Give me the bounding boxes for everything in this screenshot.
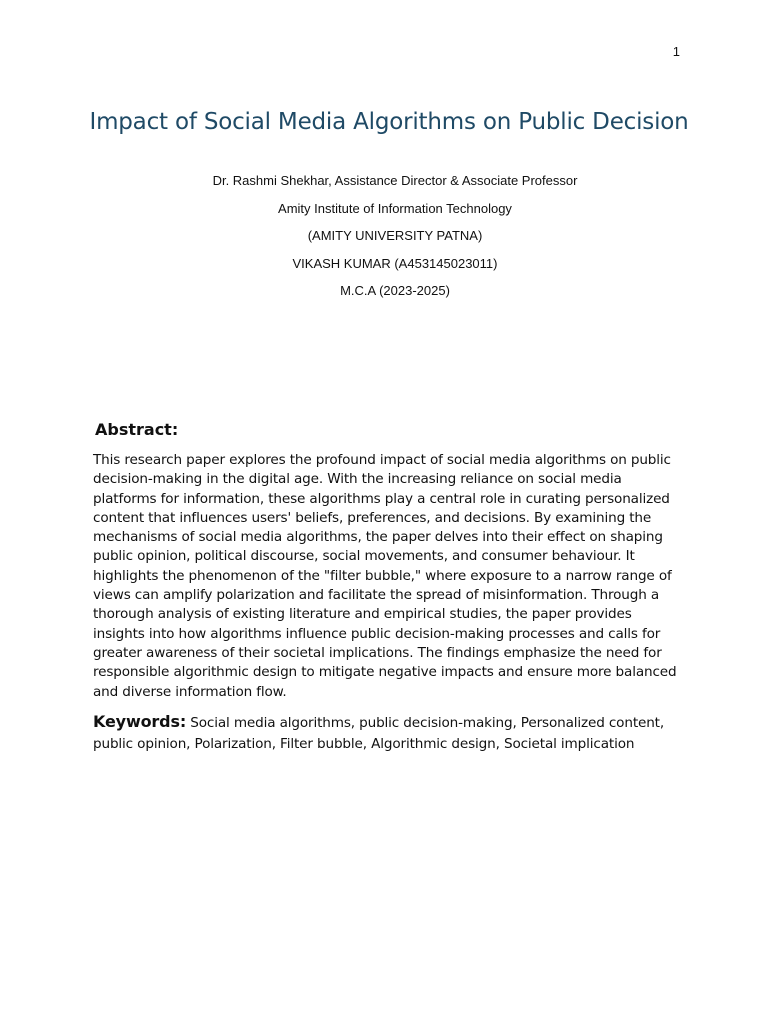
paper-title: Impact of Social Media Algorithms on Public Decision	[89, 109, 689, 135]
author-line: VIKASH KUMAR (A453145023011)	[292, 255, 498, 271]
keywords-label: Keywords:	[93, 712, 187, 731]
author-line: M.C.A (2023-2025)	[340, 283, 450, 298]
author-block	[0, 172, 768, 310]
author-line: (AMITY UNIVERSITY PATNA)	[307, 228, 483, 243]
author-line: Amity Institute of Information Technology	[278, 200, 512, 216]
author-line: Dr. Rashmi Shekhar, Assistance Director & Associate Professor	[212, 173, 578, 188]
keywords-paragraph	[93, 711, 693, 755]
abstract-heading: Abstract:	[95, 420, 179, 439]
abstract-body: This research paper explores the profound impact of social media algorithms on public decision-making in the digital age. With the increasing reliance on social media platforms for information, these algorithms play a central role in curating personalized content that influences users' beliefs, preferences, and decisions. By examining the mechanisms of social media algorithms, the paper delves into their effect on shaping public opinion, political discourse, social movements, and consumer behaviour. It highlights the phenomenon of the "filter bubble," where exposure to a narrow range of views can amplify polarization and facilitate the spread of misinformation. Through a thorough analysis of existing literature and empirical studies, the paper provides insights into how algorithms influence public decision-making processes and calls for greater awareness of their societal implications. The findings emphasize the need for responsible algorithmic design to mitigate negative impacts and ensure more balanced and diverse information flow.	[93, 452, 677, 700]
keywords-list: Social media algorithms, public decision-making, Personalized content, public opinion, Polarization, Filter bubble, Algorithmic design, Societal implication	[93, 715, 665, 752]
page-number: 1	[672, 44, 680, 59]
